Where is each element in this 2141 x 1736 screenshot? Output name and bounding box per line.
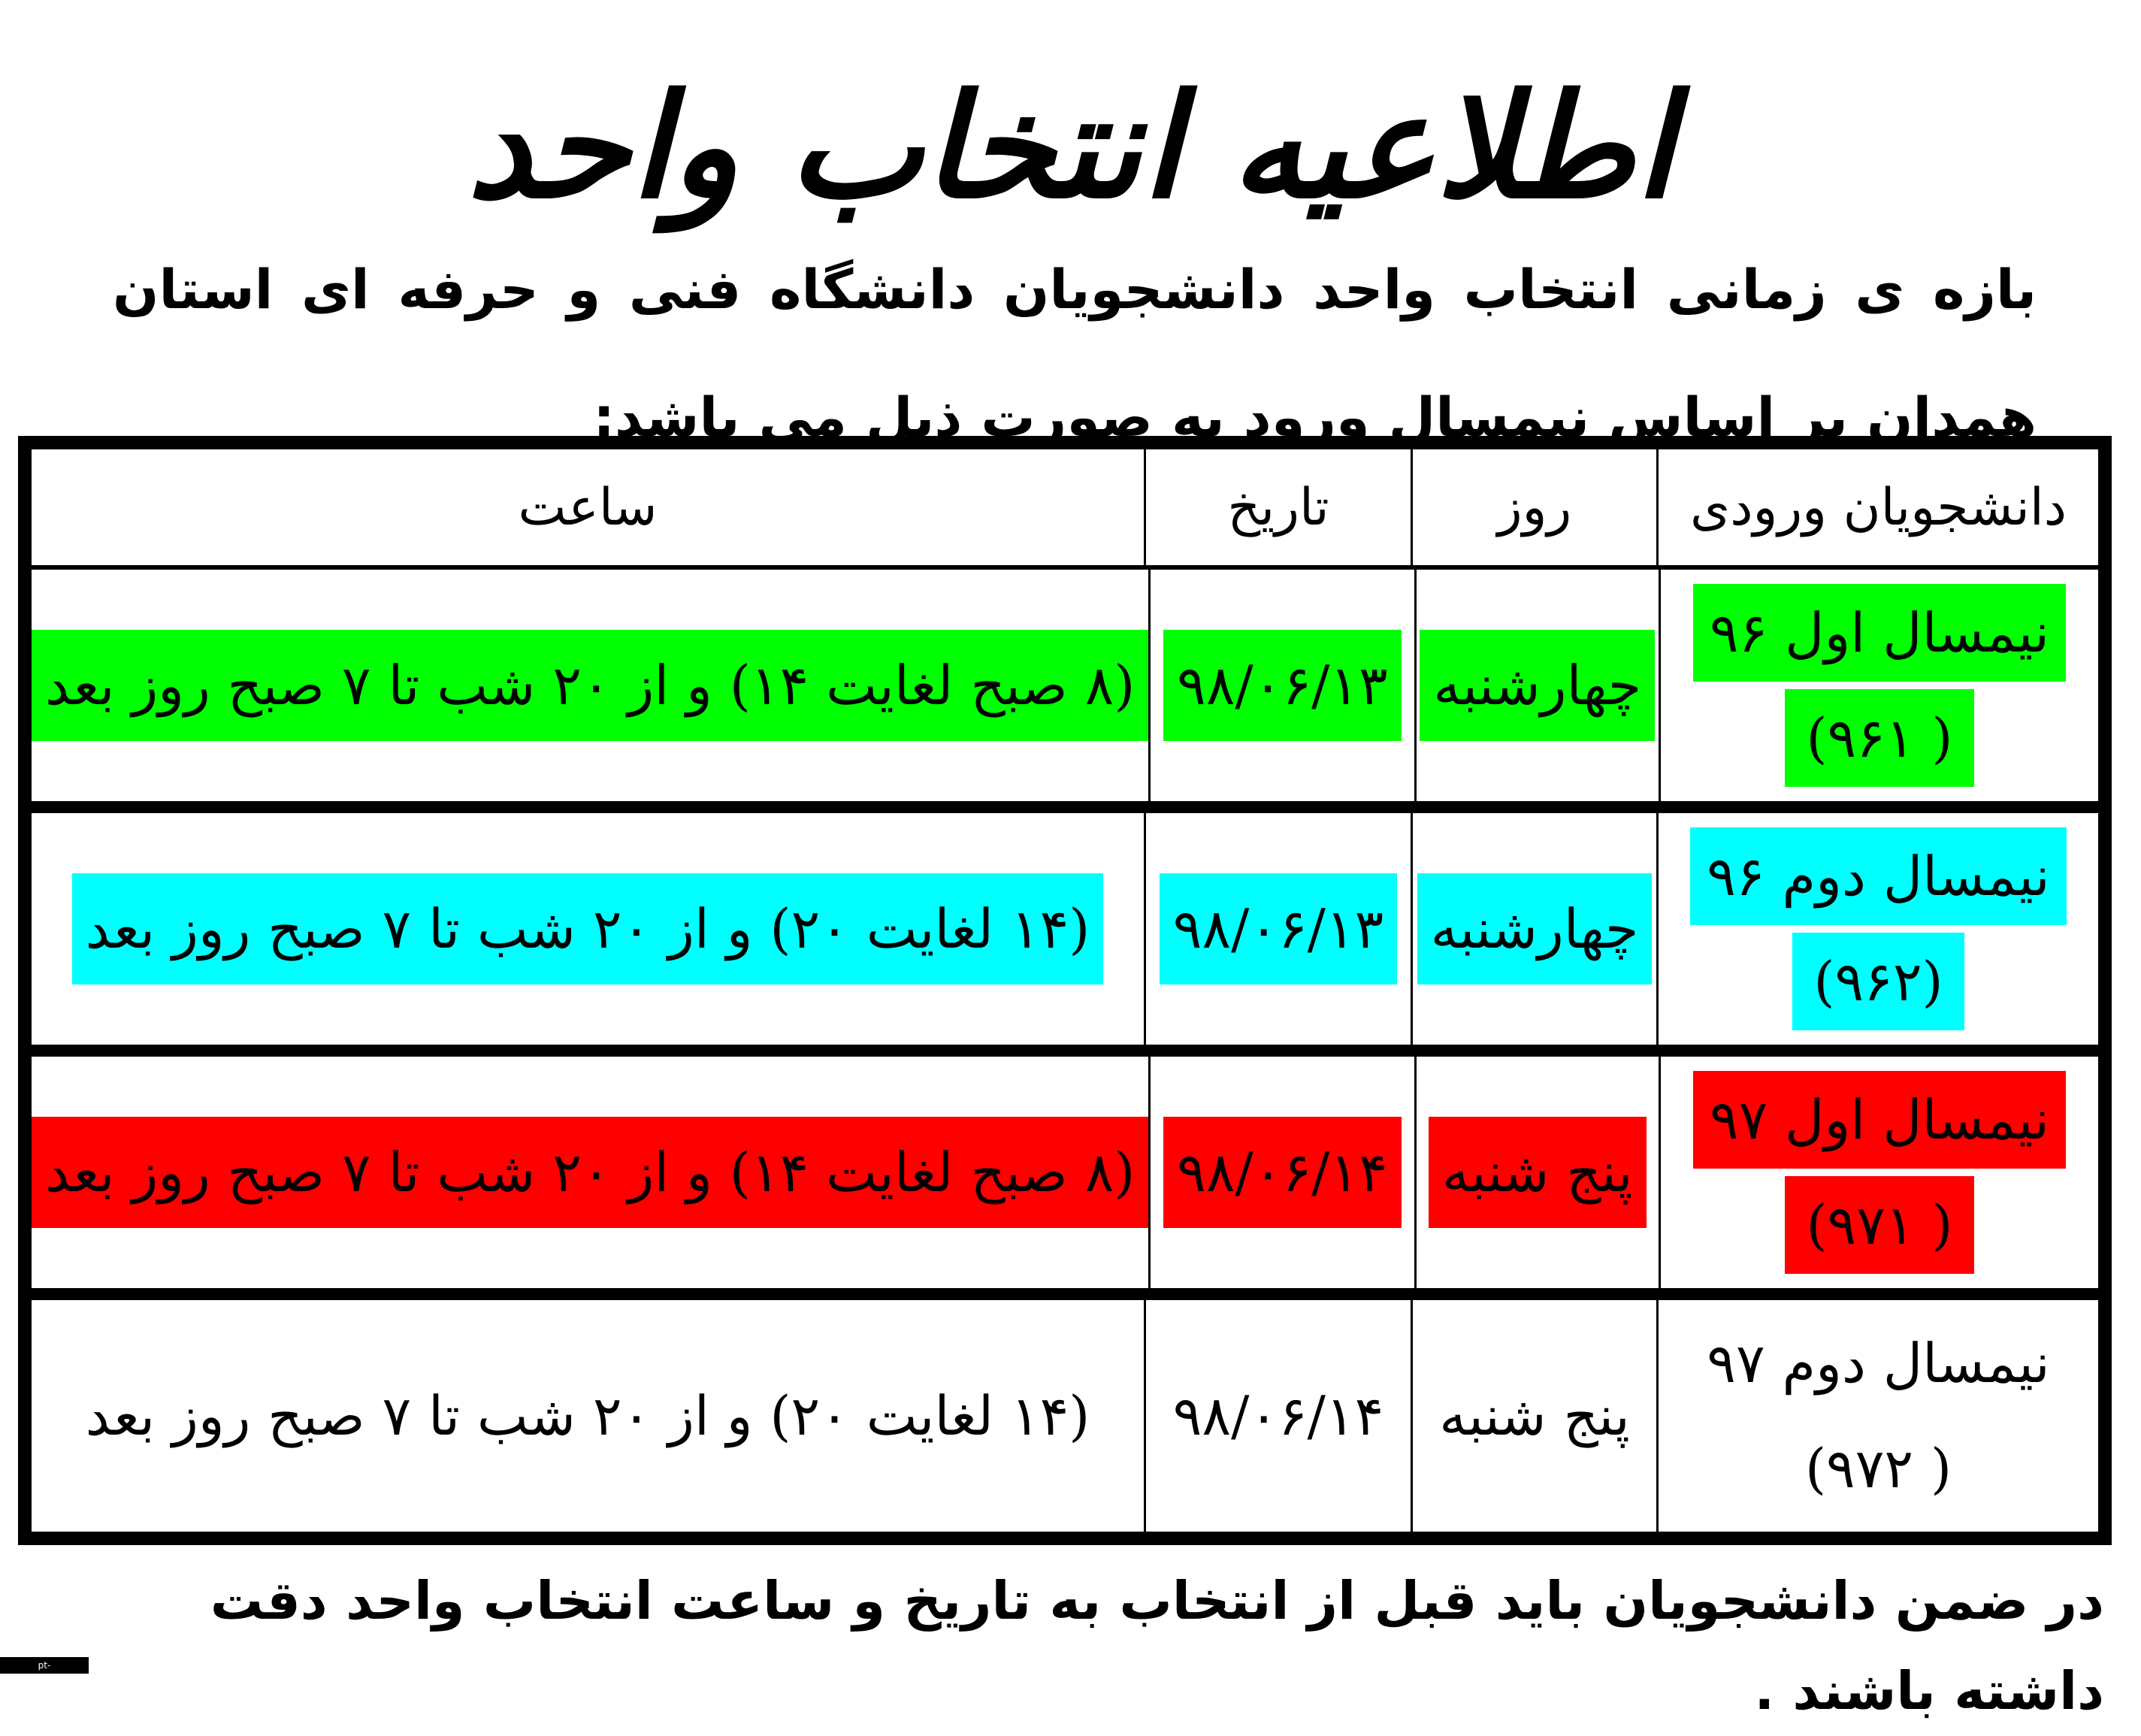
table-header-row	[32, 449, 2098, 570]
hours-cell	[32, 570, 1148, 801]
table-row	[32, 1045, 2098, 1288]
entry-semester: نیمسال اول ۹۷	[1693, 1071, 2066, 1169]
date-value: ۹۸/۰۶/۱۳	[1160, 873, 1398, 984]
entry-code: ( ۹۶۱)	[1785, 689, 1973, 787]
schedule-table	[18, 436, 2112, 1545]
hours-cell	[32, 1057, 1148, 1288]
entry-semester: نیمسال دوم ۹۶	[1690, 827, 2066, 925]
site-stamp: pt-hamedan.tvu.ac.ir	[0, 1657, 89, 1674]
page-title: اطلاعیه انتخاب واحد	[467, 62, 1674, 230]
day-cell	[1411, 1300, 1656, 1532]
day-value: چهارشنبه	[1420, 630, 1655, 741]
entry-cell	[1656, 813, 2098, 1045]
header-entry: دانشجویان ورودی	[1656, 449, 2098, 565]
entry-code: ( ۹۷۱)	[1785, 1176, 1973, 1274]
table-row	[32, 801, 2098, 1045]
entry-cell	[1656, 1300, 2098, 1532]
hours-value: (۸ صبح لغایت ۱۴) و از ۲۰ شب تا ۷ صبح روز بعد	[32, 630, 1148, 741]
date-cell	[1144, 813, 1411, 1045]
date-cell	[1148, 570, 1414, 801]
hours-cell	[32, 1300, 1144, 1532]
table-row	[32, 570, 2098, 801]
intro-paragraph: بازه ی زمانی انتخاب واحد دانشجویان دانشگاه فنی و حرفه ای استان همدان بر اساس نیمسال ورود به صورت ذیل می باشد:	[113, 258, 2037, 449]
hours-value: (۱۴ لغایت ۲۰) و از ۲۰ شب تا ۷ صبح روز بعد	[72, 873, 1104, 984]
entry-cell	[1659, 1057, 2098, 1288]
hours-cell	[32, 813, 1144, 1045]
date-cell	[1144, 1300, 1411, 1532]
header-hours: ساعت	[518, 477, 658, 537]
date-cell	[1148, 1057, 1414, 1288]
date-value: ۹۸/۰۶/۱۴	[1172, 1384, 1384, 1447]
header-day: روز	[1411, 449, 1656, 565]
day-cell	[1414, 1057, 1659, 1288]
date-value: ۹۸/۰۶/۱۴	[1163, 1117, 1402, 1228]
day-cell	[1414, 570, 1659, 801]
footer-note: در ضمن دانشجویان باید قبل از انتخاب به تاریخ و ساعت انتخاب واحد دقت داشته باشند .	[210, 1570, 2104, 1722]
entry-semester: نیمسال دوم ۹۷	[1707, 1332, 2050, 1395]
table-row	[32, 1288, 2098, 1532]
day-cell	[1411, 813, 1656, 1045]
date-value: ۹۸/۰۶/۱۳	[1163, 630, 1402, 741]
entry-semester: نیمسال اول ۹۶	[1693, 584, 2066, 682]
entry-code: (۹۶۲)	[1792, 933, 1964, 1030]
hours-value: (۸ صبح لغایت ۱۴) و از ۲۰ شب تا ۷ صبح روز بعد	[32, 1117, 1148, 1228]
header-date: تاریخ	[1144, 449, 1411, 565]
entry-code: ( ۹۷۲)	[1804, 1437, 1952, 1500]
day-value: پنج شنبه	[1439, 1384, 1630, 1447]
hours-value: (۱۴ لغایت ۲۰) و از ۲۰ شب تا ۷ صبح روز بعد	[85, 1384, 1090, 1447]
day-value: پنج شنبه	[1429, 1117, 1647, 1228]
day-value: چهارشنبه	[1417, 873, 1653, 984]
entry-cell	[1659, 570, 2098, 801]
